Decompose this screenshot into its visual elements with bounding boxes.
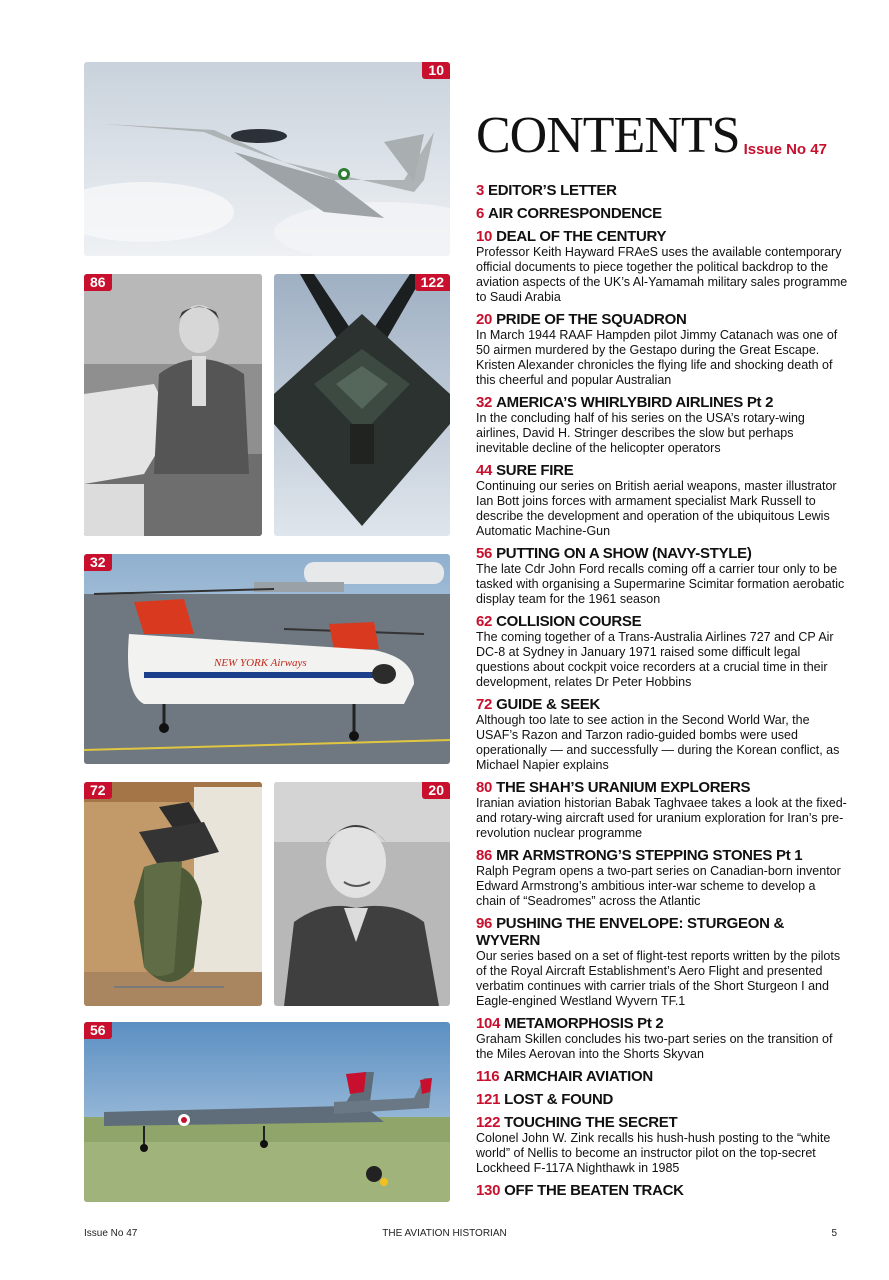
tornado-image: [84, 62, 450, 256]
page-badge: 32: [84, 554, 112, 571]
toc-page-number: 6: [476, 205, 485, 222]
toc-page-number: 116: [476, 1068, 500, 1085]
table-of-contents: [476, 182, 848, 1205]
toc-description: Graham Skillen concludes his two-part series on the transition of the Miles Aerovan into the Shorts Skyvan: [476, 1032, 833, 1061]
toc-page-number: 104: [476, 1015, 501, 1032]
toc-entry[interactable]: [476, 1015, 848, 1062]
toc-entry-heading: [476, 205, 848, 222]
issue-number: Issue No 47: [743, 141, 827, 158]
toc-entry[interactable]: [476, 779, 848, 841]
page-badge: 122: [415, 274, 450, 291]
toc-entry-heading: [476, 394, 848, 411]
toc-entry-heading: [476, 228, 848, 245]
toc-description: In the concluding half of his series on the USA’s rotary-wing airlines, David H. Stringer describes the slow but perhaps inevitable decline of the helicopter operators: [476, 411, 805, 455]
toc-entry[interactable]: [476, 462, 848, 539]
toc-entry-heading: [476, 545, 848, 562]
toc-page-number: 86: [476, 847, 493, 864]
toc-page-number: 130: [476, 1182, 501, 1199]
footer-page-number: 5: [831, 1228, 837, 1239]
toc-entry-heading: [476, 1182, 848, 1199]
toc-description: The late Cdr John Ford recalls coming off a carrier tour only to be tasked with organising a Supermarine Scimitar formation aerobatic display team for the 1961 season: [476, 562, 845, 606]
photo-bomb: [84, 782, 262, 1006]
page-badge: 72: [84, 782, 112, 799]
toc-title: LOST & FOUND: [504, 1091, 614, 1108]
toc-entry-heading: [476, 696, 848, 713]
toc-title: SURE FIRE: [496, 462, 574, 479]
toc-entry-heading: [476, 182, 848, 199]
toc-entry[interactable]: [476, 915, 848, 1009]
toc-entry-heading: [476, 613, 848, 630]
toc-entry-heading: [476, 847, 848, 864]
toc-entry[interactable]: [476, 545, 848, 607]
photo-armstrong: [84, 274, 262, 536]
toc-title: THE SHAH’S URANIUM EXPLORERS: [496, 779, 751, 796]
armstrong-image: [84, 274, 262, 536]
toc-title: AMERICA’S WHIRLYBIRD AIRLINES Pt 2: [496, 394, 774, 411]
toc-entry-heading: [476, 1068, 848, 1085]
toc-title: EDITOR’S LETTER: [488, 182, 617, 199]
toc-page-number: 62: [476, 613, 493, 630]
toc-entry-heading: [476, 915, 848, 949]
toc-page-number: 20: [476, 311, 493, 328]
photo-pilot: [274, 782, 450, 1006]
toc-entry[interactable]: [476, 228, 848, 305]
photo-helicopter: [84, 554, 450, 764]
toc-title: DEAL OF THE CENTURY: [496, 228, 667, 245]
toc-description: The coming together of a Trans-Australia Airlines 727 and CP Air DC-8 at Sydney in January 1971 raised some difficult legal questions about cockpit voice recorders at a crucial time in their development, relates Dr Peter Hobbins: [476, 630, 834, 689]
toc-entry-heading: [476, 779, 848, 796]
toc-entry[interactable]: [476, 1068, 848, 1085]
scimitars-image: [84, 1022, 450, 1202]
toc-page-number: 56: [476, 545, 493, 562]
toc-description: Our series based on a set of flight-test reports written by the pilots of the Royal Aircraft Establishment’s Aero Flight and presented verbatim continues with carrier trials of the Short Sturgeon I and Eagle-engined Westland Wyvern TF.1: [476, 949, 841, 1008]
photo-scimitars: [84, 1022, 450, 1202]
toc-entry[interactable]: [476, 1114, 848, 1176]
toc-entry[interactable]: [476, 696, 848, 773]
toc-entry[interactable]: [476, 613, 848, 690]
toc-page-number: 121: [476, 1091, 501, 1108]
toc-title: PUTTING ON A SHOW (NAVY-STYLE): [496, 545, 752, 562]
toc-title: OFF THE BEATEN TRACK: [504, 1182, 684, 1199]
toc-title: COLLISION COURSE: [496, 613, 642, 630]
page-title: CONTENTS: [476, 107, 740, 164]
photo-tornado: [84, 62, 450, 256]
toc-page-number: 96: [476, 915, 493, 932]
toc-page-number: 10: [476, 228, 493, 245]
toc-page-number: 3: [476, 182, 485, 199]
page-badge: 10: [422, 62, 450, 79]
toc-description: Iranian aviation historian Babak Taghvaee takes a look at the fixed- and rotary-wing aircraft used for uranium exploration for Iran’s pre-revolution nuclear programme: [476, 796, 847, 840]
toc-title: PRIDE OF THE SQUADRON: [496, 311, 687, 328]
toc-page-number: 32: [476, 394, 493, 411]
photo-nighthawk: [274, 274, 450, 536]
footer-issue: Issue No 47: [84, 1228, 138, 1239]
toc-title: AIR CORRESPONDENCE: [488, 205, 662, 222]
toc-entry[interactable]: [476, 847, 848, 909]
toc-title: TOUCHING THE SECRET: [504, 1114, 678, 1131]
footer-magazine-name: THE AVIATION HISTORIAN: [382, 1228, 507, 1239]
toc-page-number: 80: [476, 779, 493, 796]
contents-header: [476, 108, 876, 164]
toc-entry-heading: [476, 1091, 848, 1108]
bomb-image: [84, 782, 262, 1006]
toc-title: ARMCHAIR AVIATION: [503, 1068, 653, 1085]
toc-entry[interactable]: [476, 205, 848, 222]
helicopter-image: [84, 554, 450, 764]
toc-entry[interactable]: [476, 394, 848, 456]
toc-description: In March 1944 RAAF Hampden pilot Jimmy Catanach was one of 50 airmen murdered by the Gestapo during the Great Escape. Kristen Alexander chronicles the flying life and shocking death of this cheerful and popular Australian: [476, 328, 838, 387]
toc-title: METAMORPHOSIS Pt 2: [504, 1015, 664, 1032]
toc-page-number: 122: [476, 1114, 501, 1131]
page-badge: 20: [422, 782, 450, 799]
toc-entry[interactable]: [476, 182, 848, 199]
toc-entry[interactable]: [476, 1091, 848, 1108]
toc-description: Ralph Pegram opens a two-part series on Canadian-born inventor Edward Armstrong’s ambitious inter-war scheme to develop a chain of “Seadromes” across the Atlantic: [476, 864, 841, 908]
toc-entry-heading: [476, 1015, 848, 1032]
toc-page-number: 72: [476, 696, 493, 713]
toc-title: GUIDE & SEEK: [496, 696, 601, 713]
toc-description: Although too late to see action in the Second World War, the USAF’s Razon and Tarzon radio-guided bombs were used operationally — and successfully — during the Korean conflict, as Michael Napier explains: [476, 713, 840, 772]
page-badge: 56: [84, 1022, 112, 1039]
toc-entry-heading: [476, 1114, 848, 1131]
toc-description: Continuing our series on British aerial weapons, master illustrator Ian Bott joins forces with armament specialist Mark Russell to describe the development and operation of the ubiquitous Lewis Automatic Machine-Gun: [476, 479, 837, 538]
pilot-image: [274, 782, 450, 1006]
toc-page-number: 44: [476, 462, 493, 479]
page-badge: 86: [84, 274, 112, 291]
toc-entry-heading: [476, 462, 848, 479]
toc-entry[interactable]: [476, 311, 848, 388]
nighthawk-image: [274, 274, 450, 536]
toc-title: PUSHING THE ENVELOPE: STURGEON & WYVERN: [476, 915, 785, 949]
toc-description: Colonel John W. Zink recalls his hush-hush posting to the “white world” of Nellis to become an instructor pilot on the top-secret Lockheed F-117A Nighthawk in 1985: [476, 1131, 831, 1175]
toc-description: Professor Keith Hayward FRAeS uses the available contemporary official documents to piece together the political backdrop to the aviation aspects of the UK’s Al-Yamamah military sales programme to Saudi Arabia: [476, 245, 848, 304]
toc-entry-heading: [476, 311, 848, 328]
toc-entry[interactable]: [476, 1182, 848, 1199]
toc-title: MR ARMSTRONG’S STEPPING STONES Pt 1: [496, 847, 803, 864]
helicopter-livery: NEW YORK Airways: [214, 657, 307, 669]
